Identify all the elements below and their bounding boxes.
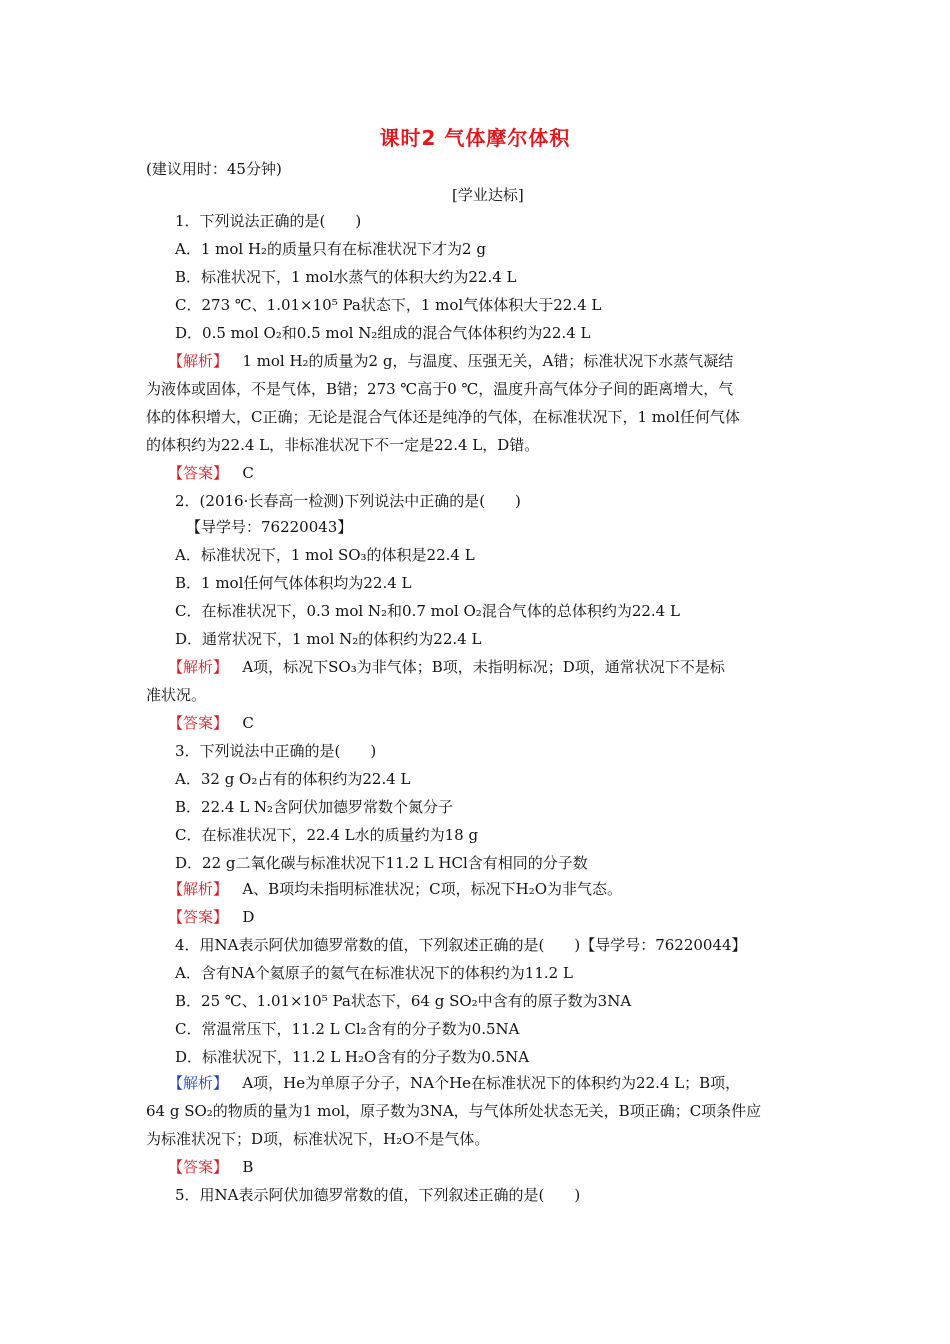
analysis-tag: 【解析】 — [168, 658, 229, 676]
q4-option-b: B．25 ℃、1.01×10⁵ Pa状态下，64 g SO₂中含有的原子数为3NA — [175, 992, 632, 1010]
q1-analysis-text-1: 1 mol H₂的质量为2 g，与温度、压强无关，A错；标准状况下水蒸气凝结 — [242, 352, 734, 370]
q1-analysis-line-4: 的体积约为22.4 L，非标准状况下不一定是22.4 L，D错。 — [146, 436, 540, 454]
q3-option-a: A．32 g O₂占有的体积约为22.4 L — [175, 770, 411, 788]
q2-analysis-line-1 — [168, 658, 725, 676]
analysis-tag: 【解析】 — [168, 1074, 229, 1092]
q4-analysis-line-3: 为标准状况下；D项，标准状况下，H₂O不是气体。 — [146, 1130, 490, 1148]
q2-analysis-line-2: 准状况。 — [146, 686, 207, 704]
q4-stem: 4．用NA表示阿伏加德罗常数的值，下列叙述正确的是( )【导学号：76220044】 — [175, 936, 747, 954]
q3-answer: D — [242, 908, 255, 926]
q4-answer-line — [168, 1158, 253, 1176]
q4-analysis-text-1: A项，He为单原子分子，NA个He在标准状况下的体积约为22.4 L；B项， — [242, 1074, 741, 1092]
answer-tag: 【答案】 — [168, 464, 229, 482]
q1-answer-line — [168, 464, 254, 482]
answer-tag: 【答案】 — [168, 1158, 229, 1176]
q4-option-c: C．常温常压下，11.2 L Cl₂含有的分子数为0.5NA — [175, 1020, 520, 1038]
q2-option-a: A．标准状况下，1 mol SO₃的体积是22.4 L — [175, 546, 475, 564]
q1-answer: C — [242, 464, 254, 482]
q2-analysis-text-1: A项，标况下SO₃为非气体；B项，未指明标况；D项，通常状况下不是标 — [242, 658, 725, 676]
q3-option-c: C．在标准状况下，22.4 L水的质量约为18 g — [175, 826, 479, 844]
q1-option-b: B．标准状况下，1 mol水蒸气的体积大约为22.4 L — [175, 268, 517, 286]
q4-analysis-line-1 — [168, 1074, 740, 1092]
q1-option-a: A．1 mol H₂的质量只有在标准状况下才为2 g — [175, 240, 486, 258]
q2-answer-line — [168, 714, 254, 732]
time-hint: (建议用时：45分钟) — [146, 160, 282, 178]
q5-stem: 5．用NA表示阿伏加德罗常数的值，下列叙述正确的是( ) — [175, 1186, 581, 1204]
page-title: 课时2 气体摩尔体积 — [379, 126, 571, 150]
q1-analysis-line-3: 体的体积增大，C正确；无论是混合气体还是纯净的气体，在标准状况下，1 mol任何气体 — [146, 408, 740, 426]
q1-analysis-line-1 — [168, 352, 733, 370]
q4-option-a: A．含有NA个氦原子的氦气在标准状况下的体积约为11.2 L — [175, 964, 573, 982]
section-heading: [学业达标] — [452, 186, 524, 204]
answer-tag: 【答案】 — [168, 908, 229, 926]
q1-option-d: D．0.5 mol O₂和0.5 mol N₂组成的混合气体体积约为22.4 L — [175, 324, 591, 342]
q3-answer-line — [168, 908, 254, 926]
analysis-tag: 【解析】 — [168, 352, 229, 370]
q3-stem: 3．下列说法中正确的是( ) — [175, 742, 377, 760]
q2-option-c: C．在标准状况下，0.3 mol N₂和0.7 mol O₂混合气体的总体积约为22.4 L — [175, 602, 680, 620]
answer-tag: 【答案】 — [168, 714, 229, 732]
q2-option-b: B．1 mol任何气体体积均为22.4 L — [175, 574, 412, 592]
q1-analysis-line-2: 为液体或固体，不是气体，B错；273 ℃高于0 ℃，温度升高气体分子间的距离增大，气 — [146, 380, 734, 398]
q3-option-d: D．22 g二氧化碳与标准状况下11.2 L HCl含有相同的分子数 — [175, 854, 588, 872]
q3-analysis-text-1: A、B项均未指明标准状况；C项，标况下H₂O为非气态。 — [242, 880, 623, 898]
q2-guide-number: 【导学号：76220043】 — [186, 518, 353, 536]
analysis-tag: 【解析】 — [168, 880, 229, 898]
q2-stem: 2．(2016·长春高一检测)下列说法中正确的是( ) — [175, 492, 521, 510]
q3-analysis-line-1 — [168, 880, 622, 898]
q2-answer: C — [242, 714, 254, 732]
q4-option-d: D．标准状况下，11.2 L H₂O含有的分子数为0.5NA — [175, 1048, 530, 1066]
q2-option-d: D．通常状况下，1 mol N₂的体积约为22.4 L — [175, 630, 482, 648]
q3-option-b: B．22.4 L N₂含阿伏加德罗常数个氮分子 — [175, 798, 454, 816]
q1-option-c: C．273 ℃、1.01×10⁵ Pa状态下，1 mol气体体积大于22.4 L — [175, 296, 602, 314]
q4-answer: B — [242, 1158, 254, 1176]
q4-analysis-line-2: 64 g SO₂的物质的量为1 mol，原子数为3NA，与气体所处状态无关，B项正确；C项条件应 — [146, 1102, 762, 1120]
q1-stem: 1．下列说法正确的是( ) — [175, 212, 362, 230]
